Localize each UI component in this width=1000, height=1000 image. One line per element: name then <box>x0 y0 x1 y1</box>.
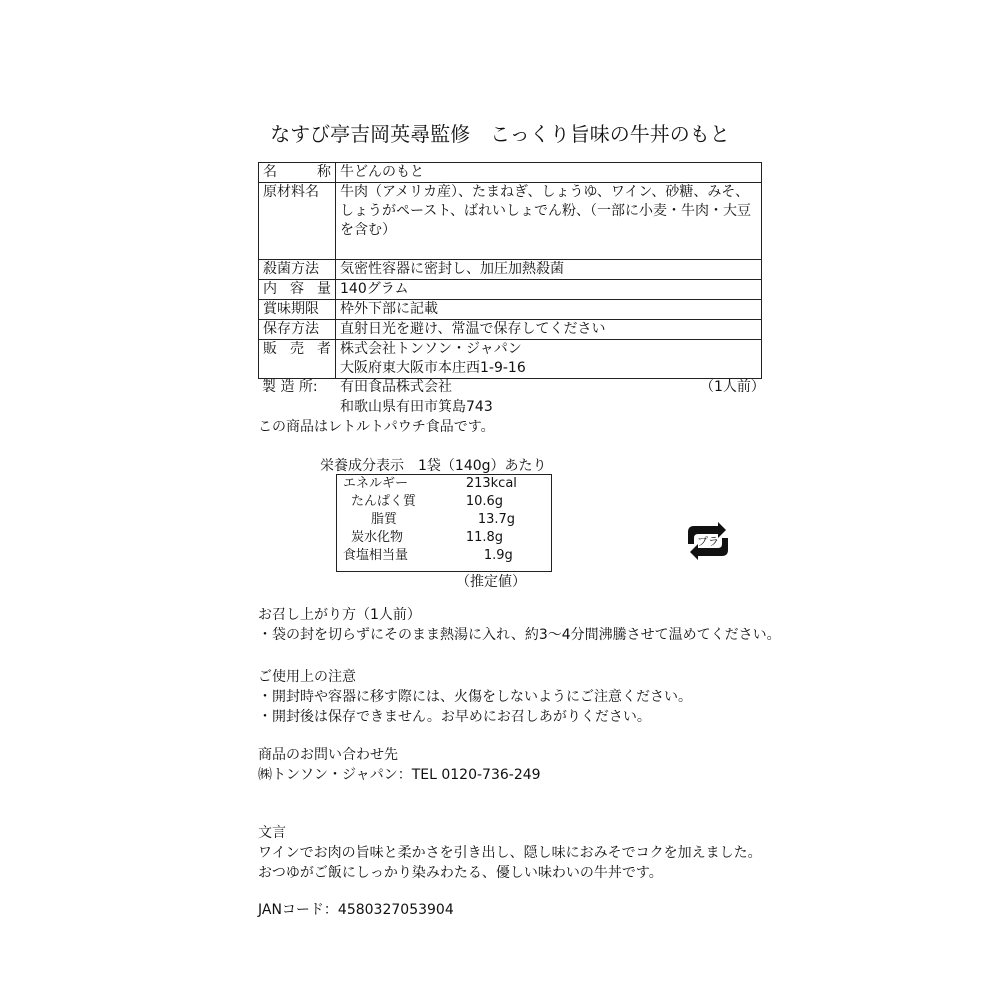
spec-row-sterilization <box>259 260 762 280</box>
nutrition-caption: 栄養成分表示 1袋（140g）あたり <box>320 458 547 474</box>
nutrient-name: 食塩相当量 <box>343 548 409 563</box>
nutrition-row <box>337 547 551 565</box>
howto-heading: お召し上がり方（1人前） <box>258 607 421 623</box>
spec-label: 賞味期限 <box>259 300 336 320</box>
product-spec-table <box>258 162 762 379</box>
spec-value <box>336 340 762 379</box>
spec-label: 販 売 者 <box>259 340 336 379</box>
nutrient-name: 脂質 <box>371 512 398 527</box>
nutrition-box <box>336 474 552 572</box>
spec-label: 原材料名 <box>259 183 336 260</box>
spec-row-expiry <box>259 300 762 320</box>
nutrient-name: たんぱく質 <box>351 494 417 509</box>
nutrient-name: 炭水化物 <box>351 530 404 545</box>
spec-row-ingredients <box>259 183 762 260</box>
seller-name: 株式会社トンソン・ジャパン <box>340 341 522 357</box>
nutrient-value: 13.7g <box>477 512 516 527</box>
nutrient-value: 11.8g <box>465 530 504 545</box>
spec-value: 牛肉（アメリカ産）、たまねぎ、しょうゆ、ワイン、砂糖、みそ、しょうがペースト、ばれいしょでん粉、（一部に小麦・牛肉・大豆を含む） <box>336 183 762 260</box>
howto-line: ・袋の封を切らずにそのまま熱湯に入れ、約3～4分間沸騰させて温めてください。 <box>258 627 781 643</box>
howto-section <box>258 605 898 645</box>
caution-section <box>258 667 898 727</box>
nutrition-row <box>337 511 551 529</box>
spec-value: 気密性容器に密封し、加圧加熱殺菌 <box>336 260 762 280</box>
spec-row-storage <box>259 320 762 340</box>
nutrition-note: （推定値） <box>456 574 526 590</box>
nutrition-row <box>337 493 551 511</box>
servings-note: （1人前） <box>700 379 765 395</box>
nutrition-row <box>337 529 551 547</box>
contact-heading: 商品のお問い合わせ先 <box>258 747 398 763</box>
copy-line: ワインでお肉の旨味と柔かさを引き出し、隠し味におみそでコクを加えました。 <box>258 845 762 861</box>
caution-line: ・開封時や容器に移す際には、火傷をしないようにご注意ください。 <box>258 689 692 705</box>
nutrient-name: エネルギー <box>343 476 409 491</box>
spec-label: 名 称 <box>259 163 336 183</box>
seller-address: 大阪府東大阪市本庄西1-9-16 <box>340 360 526 376</box>
pla-mark-text: プラ <box>697 535 719 548</box>
nutrition-table <box>337 475 551 565</box>
caution-heading: ご使用上の注意 <box>258 669 356 685</box>
spec-row-seller <box>259 340 762 379</box>
spec-label: 内 容 量 <box>259 280 336 300</box>
spec-row-content <box>259 280 762 300</box>
nutrient-value: 10.6g <box>465 494 504 509</box>
nutrient-value: 1.9g <box>483 548 513 563</box>
spec-value: 140グラム <box>336 280 762 300</box>
nutrition-row <box>337 475 551 493</box>
spec-value: 牛どんのもと <box>336 163 762 183</box>
nutrient-value: 213kcal <box>465 476 517 491</box>
contact-section <box>258 745 898 785</box>
retort-note: この商品はレトルトパウチ食品です。 <box>258 419 495 435</box>
copy-section <box>258 823 898 883</box>
spec-label: 殺菌方法 <box>259 260 336 280</box>
contact-line: ㈱トンソン・ジャパン：TEL 0120-736-249 <box>258 767 541 783</box>
manufacturer-label: 製 造 所: <box>262 379 318 395</box>
spec-label: 保存方法 <box>259 320 336 340</box>
pla-recycle-icon <box>684 520 732 562</box>
spec-value: 枠外下部に記載 <box>336 300 762 320</box>
manufacturer-address: 和歌山県有田市箕島743 <box>340 399 493 415</box>
copy-heading: 文言 <box>258 825 286 841</box>
spec-row-name <box>259 163 762 183</box>
jan-code: JANコード：4580327053904 <box>258 902 454 918</box>
caution-line: ・開封後は保存できません。お早めにお召しあがりください。 <box>258 709 651 725</box>
spec-value: 直射日光を避け、常温で保存してください <box>336 320 762 340</box>
page-title: なすび亭吉岡英尋監修 こっくり旨味の牛丼のもと <box>270 122 730 146</box>
manufacturer-name: 有田食品株式会社 <box>340 379 452 395</box>
copy-line: おつゆがご飯にしっかり染みわたる、優しい味わいの牛丼です。 <box>258 865 663 881</box>
